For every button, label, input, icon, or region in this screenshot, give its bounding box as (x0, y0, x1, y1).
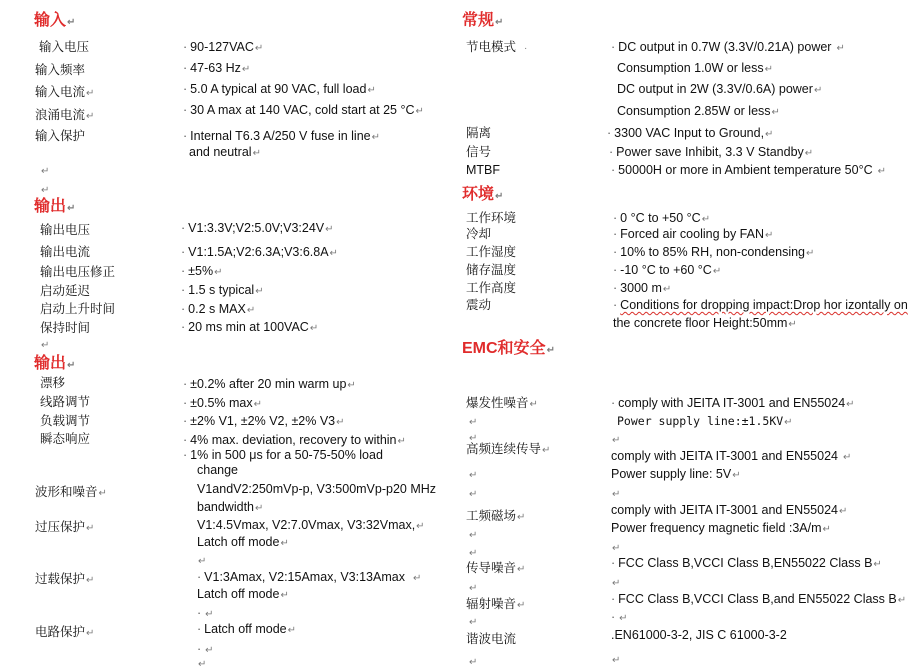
label-output-current: 输出电流 (40, 245, 91, 259)
label-short-circuit-protection: 电路保护↵ (35, 625, 95, 639)
value-input-protection: · Internal T6.3 A/250 V fuse in line↵ (183, 129, 381, 143)
label-drift: 漂移 (40, 376, 66, 390)
value-altitude: · 3000 m↵ (613, 281, 672, 295)
paragraph-mark: ↵ (41, 185, 50, 196)
value-humidity: · 10% to 85% RH, non-condensing↵ (613, 245, 815, 259)
value-transient-response-cont: change (197, 463, 239, 477)
label-overload-protection: 过载保护↵ (35, 572, 95, 586)
value-input-frequency: · 47-63 Hz↵ (183, 61, 251, 75)
value-output-voltage: · V1:3.3V;V2:5.0V;V3:24V↵ (181, 221, 334, 235)
paragraph-mark: ↵ (612, 655, 621, 666)
section-heading-environment: 环境↵ (462, 186, 504, 203)
value-cooling: · Forced air cooling by FAN↵ (613, 227, 774, 241)
label-mtbf: MTBF (466, 163, 501, 177)
value-transient-response: · 4% max. deviation, recovery to within↵ (183, 433, 406, 447)
value-drift: · ±0.2% after 20 min warm up↵ (183, 377, 356, 391)
value-overload-protection-cont: Latch off mode↵ (197, 587, 289, 601)
paragraph-mark: ↵ (469, 548, 478, 559)
label-transient-response: 瞬态响应 (40, 432, 91, 446)
label-input-voltage: 输入电压 (39, 40, 90, 54)
label-input-frequency: 输入频率 (35, 63, 86, 77)
value-overvoltage-protection: V1:4.5Vmax, V2:7.0Vmax, V3:32Vmax,↵ (197, 518, 425, 532)
paragraph-mark: ↵ (612, 543, 621, 554)
value-power-save-line4: Consumption 2.85W or less↵ (617, 104, 780, 118)
label-inrush-current: 浪涌电流↵ (35, 108, 95, 122)
section-heading-input: 输入↵ (34, 12, 76, 29)
value-burst-noise: · comply with JEITA IT-3001 and EN55024↵ (611, 396, 855, 410)
section-heading-general: 常规↵ (462, 12, 504, 29)
label-radiated-noise: 辐射噪音↵ (466, 597, 526, 611)
value-power-save-line2: Consumption 1.0W or less↵ (617, 61, 773, 75)
value-inrush-current: · 30 A max at 140 VAC, cold start at 25 °C↵ (183, 103, 424, 117)
paragraph-mark: ↵ (41, 340, 50, 351)
value-overvoltage-protection-cont: Latch off mode↵ (197, 535, 289, 549)
section-heading-output-2: 输出↵ (34, 355, 76, 372)
label-load-regulation: 负载调节 (40, 414, 91, 428)
value-operating-environment: · 0 °C to +50 °C↵ (613, 211, 711, 225)
label-ripple-noise: 波形和噪音↵ (35, 485, 107, 499)
label-burst-noise: 爆发性噪音↵ (466, 396, 538, 410)
paragraph-mark: ↵ (469, 470, 478, 481)
label-input-current: 输入电流↵ (35, 85, 95, 99)
value-hold-up-time: · 20 ms min at 100VAC↵ (181, 320, 319, 334)
paragraph-mark: ↵ (198, 659, 207, 670)
label-cooling: 冷却 (466, 227, 492, 241)
paragraph-mark: ↵ (469, 417, 478, 428)
value-radiated-noise: · FCC Class B,VCCI Class B,and EN55022 Class B↵ (611, 592, 907, 606)
paragraph-mark: ↵ (469, 530, 478, 541)
section-heading-emc-safety: EMC和安全↵ (462, 340, 555, 357)
value-output-voltage-adjust: · ±5%↵ (181, 264, 223, 278)
value-isolation: · 3300 VAC Input to Ground,↵ (607, 126, 774, 140)
paragraph-mark: ↵ (198, 556, 207, 567)
label-humidity: 工作湿度 (466, 245, 517, 259)
paragraph-mark: ↵ (41, 166, 50, 177)
value-transient-response-cont: · 1% in 500 μs for a 50-75-50% load (183, 448, 383, 462)
value-signal: · Power save Inhibit, 3.3 V Standby↵ (609, 145, 814, 159)
label-operating-environment: 工作环境 (466, 211, 517, 225)
label-overvoltage-protection: 过压保护↵ (35, 520, 95, 534)
label-startup-delay: 启动延迟 (40, 284, 91, 298)
paragraph-mark: · ↵ (197, 606, 214, 620)
paragraph-mark: · ↵ (611, 610, 628, 624)
label-altitude: 工作高度 (466, 281, 517, 295)
value-ripple-noise-cont: bandwidth↵ (197, 500, 264, 514)
paragraph-mark: ↵ (469, 617, 478, 628)
label-hold-up-time: 保持时间 (40, 321, 91, 335)
label-conducted-noise: 传导噪音↵ (466, 561, 526, 575)
label-signal: 信号 (466, 145, 492, 159)
paragraph-mark: ↵ (612, 578, 621, 589)
value-line-regulation: · ±0.5% max↵ (183, 396, 263, 410)
value-vibration: · Conditions for dropping impact:Drop hor izontally on (613, 298, 908, 312)
value-load-regulation: · ±2% V1, ±2% V2, ±2% V3↵ (183, 414, 345, 428)
value-hf-conducted-cont: Power supply line: 5V↵ (611, 467, 741, 481)
label-storage-temperature: 储存温度 (466, 263, 517, 277)
label-rise-time: 启动上升时间 (40, 302, 116, 316)
value-conducted-noise: · FCC Class B,VCCI Class B,EN55022 Class B↵ (611, 556, 882, 570)
paragraph-mark: ↵ (612, 435, 621, 446)
label-harmonic-current: 谐波电流 (466, 632, 517, 646)
value-burst-noise-cont: Power supply line:±1.5KV↵ (617, 414, 793, 428)
paragraph-mark: ↵ (469, 489, 478, 500)
value-mtbf: · 50000H or more in Ambient temperature 50°C ↵ (611, 163, 886, 177)
value-startup-delay: · 1.5 s typical↵ (181, 283, 264, 297)
label-output-voltage: 输出电压 (40, 223, 91, 237)
value-harmonic-current: .EN61000-3-2, JIS C 61000-3-2 (611, 628, 787, 642)
label-line-regulation: 线路调节 (40, 395, 91, 409)
value-power-save-line3: DC output in 2W (3.3V/0.6A) power↵ (617, 82, 823, 96)
paragraph-mark: ↵ (612, 489, 621, 500)
paragraph-mark: ↵ (469, 433, 478, 444)
value-output-current: · V1:1.5A;V2:6.3A;V3:6.8A↵ (181, 245, 338, 259)
label-output-voltage-adjust: 输出电压修正 (40, 265, 116, 279)
value-rise-time: · 0.2 s MAX↵ (181, 302, 256, 316)
value-power-freq-magnetic-cont: Power frequency magnetic field :3A/m↵ (611, 521, 831, 535)
paragraph-mark: · ↵ (197, 642, 214, 656)
value-hf-conducted: comply with JEITA IT-3001 and EN55024 ↵ (611, 449, 852, 463)
label-input-protection: 输入保护 (35, 129, 86, 143)
value-short-circuit-protection: · Latch off mode↵ (197, 622, 297, 636)
label-power-freq-magnetic: 工频磁场↵ (466, 509, 526, 523)
value-input-current: · 5.0 A typical at 90 VAC, full load↵ (183, 82, 376, 96)
label-hf-conducted: 高频连续传导↵ (466, 442, 551, 456)
value-input-voltage: · 90-127VAC↵ (183, 40, 264, 54)
value-vibration-cont: the concrete floor Height:50mm↵ (613, 316, 797, 330)
value-ripple-noise: V1andV2:250mVp-p, V3:500mVp-p20 MHz (197, 482, 437, 496)
value-power-save-line1: · DC output in 0.7W (3.3V/0.21A) power ↵ (611, 40, 845, 54)
paragraph-mark: ↵ (469, 583, 478, 594)
value-storage-temperature: · -10 °C to +60 °C↵ (613, 263, 722, 277)
value-power-freq-magnetic: comply with JEITA IT-3001 and EN55024↵ (611, 503, 848, 517)
label-power-save-mode: 节电模式 · (466, 40, 528, 54)
label-isolation: 隔离 (466, 126, 492, 140)
value-overload-protection: · V1:3Amax, V2:15Amax, V3:13Amax ↵ (197, 570, 422, 584)
section-heading-output: 输出↵ (34, 198, 76, 215)
label-vibration: 震动 (466, 298, 492, 312)
paragraph-mark: ↵ (469, 657, 478, 668)
value-input-protection-cont: and neutral↵ (189, 145, 261, 159)
